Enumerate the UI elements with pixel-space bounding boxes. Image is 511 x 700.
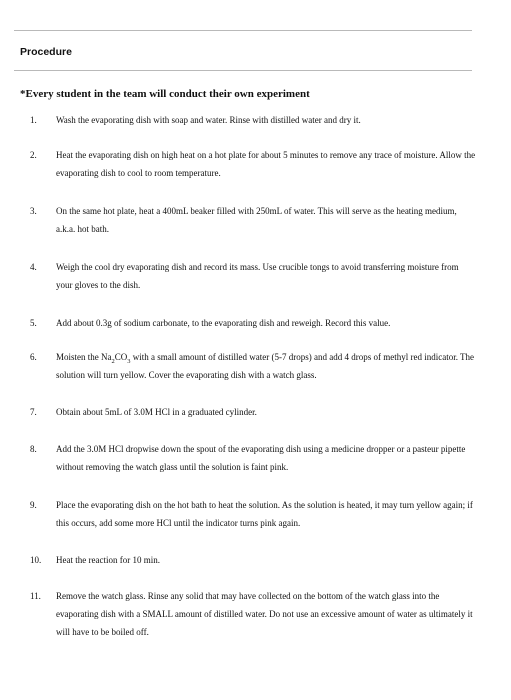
procedure-step-6 [30, 348, 476, 384]
step-text: Wash the evaporating dish with soap and water. Rinse with distilled water and dry it. [56, 115, 361, 125]
step-number: 9. [30, 500, 37, 510]
procedure-step-1 [30, 111, 476, 129]
procedure-step-7 [30, 403, 476, 421]
step-text: Remove the watch glass. Rinse any solid that may have collected on the bottom of the watch glass into the evaporating dish with a SMALL amount of distilled water. Do not use an excessive amount of water as ultimately it will have to be boiled off. [56, 591, 473, 637]
step-number: 5. [30, 318, 37, 328]
step-number: 2. [30, 150, 37, 160]
step-number: 3. [30, 206, 37, 216]
procedure-step-11 [30, 587, 476, 641]
procedure-step-5 [30, 314, 476, 332]
step-text: On the same hot plate, heat a 400mL beaker filled with 250mL of water. This will serve as the heating medium, a.k.a. hot bath. [56, 206, 457, 234]
step-number: 10. [30, 555, 42, 565]
step-number: 7. [30, 407, 37, 417]
step-text: Weigh the cool dry evaporating dish and record its mass. Use crucible tongs to avoid transferring moisture from your gloves to the dish. [56, 262, 459, 290]
step-text: Place the evaporating dish on the hot bath to heat the solution. As the solution is heated, it may turn yellow again; if this occurs, add some more HCl until the indicator turns pink again. [56, 500, 473, 528]
step-number: 1. [30, 115, 37, 125]
step-text: Heat the evaporating dish on high heat on a hot plate for about 5 minutes to remove any trace of moisture. Allow the evaporating dish to cool to room temperature. [56, 150, 476, 178]
section-title: Procedure [20, 46, 72, 58]
procedure-step-2 [30, 146, 476, 182]
step-text: Obtain about 5mL of 3.0M HCl in a graduated cylinder. [56, 407, 257, 417]
procedure-step-9 [30, 496, 476, 532]
procedure-step-8 [30, 440, 476, 476]
procedure-step-3 [30, 202, 476, 238]
step-text: Add about 0.3g of sodium carbonate, to the evaporating dish and reweigh. Record this value. [56, 318, 391, 328]
step-text: Moisten the $Na_2CO_3$ with a small amount of distilled water (5-7 drops) and add 4 drops of methyl red indicator. The solution will turn yellow. Cover the evaporating dish with a watch glass. [56, 352, 475, 380]
team-note: *Every student in the team will conduct their own experiment [20, 88, 310, 100]
procedure-step-10 [30, 551, 476, 569]
step-number: 8. [30, 444, 37, 454]
step-number: 6. [30, 352, 37, 362]
procedure-step-4 [30, 258, 476, 294]
step-text: Heat the reaction for 10 min. [56, 555, 160, 565]
step-text: Add the 3.0M HCl dropwise down the spout of the evaporating dish using a medicine dropper or a pasteur pipette without removing the watch glass until the solution is faint pink. [56, 444, 466, 472]
step-number: 4. [30, 262, 37, 272]
step-number: 11. [30, 591, 41, 601]
